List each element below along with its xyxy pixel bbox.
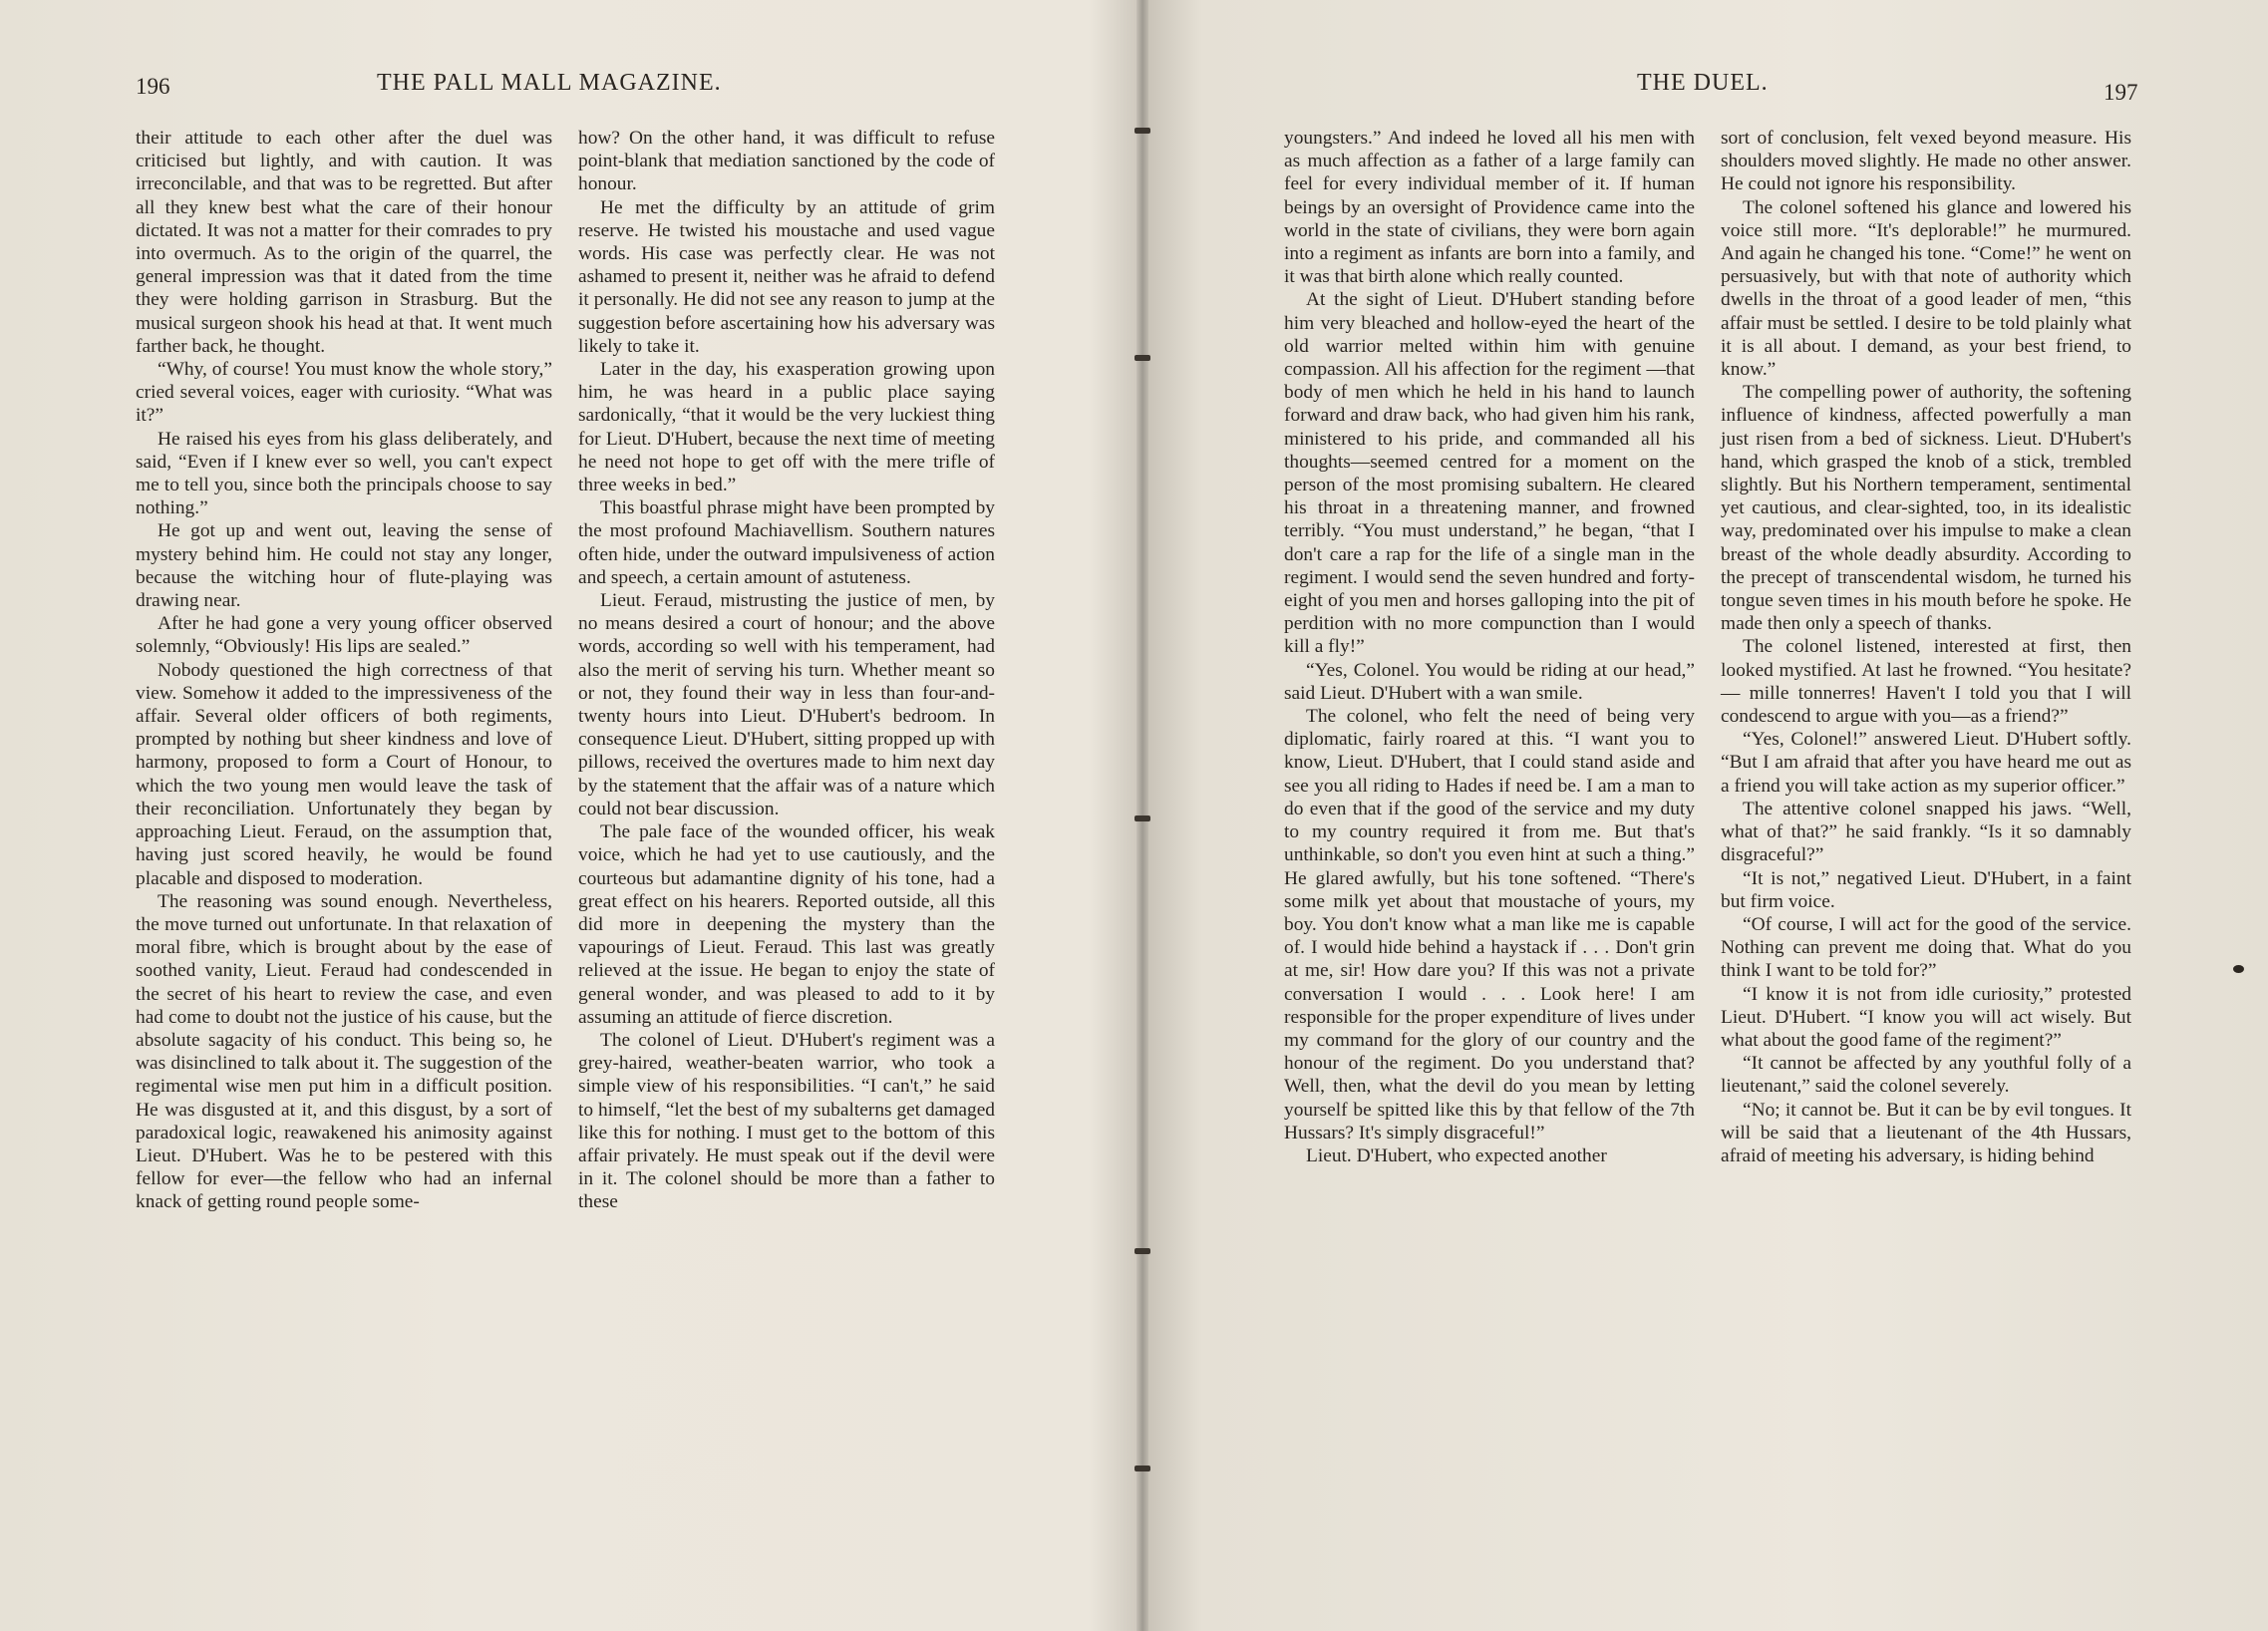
paragraph: their attitude to each other after the duel was criticised but lightly, and with caution. It was irreconcilable, and that was to be regretted. But after all they knew best what the care of their honour dictated. It was not a matter for their comrades to pry into overmuch. As to the origin of the quarrel, the general impression was that it dated from the time they were holding garrison in Strasburg. But the musical surgeon shook his head at that. It went much farther back, he thought.	[136, 128, 552, 357]
paragraph: He raised his eyes from his glass deliberately, and said, “Even if I knew ever so well, you can't expect me to tell you, since both the principals choose to say nothing.”	[136, 428, 552, 519]
paragraph: youngsters.” And indeed he loved all his men with as much affection as a father of a large family can feel for every individual member of it. If human beings by an oversight of Providence came into the world in the state of civilians, they were born again into a regiment as infants are born into a family, and it was that birth alone which really counted.	[1284, 128, 1695, 288]
paragraph: “Of course, I will act for the good of the service. Nothing can prevent me doing that. What do you think I want to be told for?”	[1721, 913, 2131, 982]
paragraph: The colonel listened, interested at first, then looked mystified. At last he frowned. “You hesitate? — mille tonnerres! Haven't I told you that I will condescend to argue with you—as a friend?”	[1721, 636, 2131, 728]
paragraph: Later in the day, his exasperation growing upon him, he was heard in a public place saying sardonically, “that it would be the very luckiest thing for Lieut. D'Hubert, because the next time of meeting he need not hope to get off with the mere trifle of three weeks in bed.”	[578, 359, 995, 496]
paragraph: He got up and went out, leaving the sense of mystery behind him. He could not stay any longer, because the witching hour of flute-playing was drawing near.	[136, 520, 552, 612]
paragraph: Lieut. D'Hubert, who expected another	[1306, 1144, 1607, 1166]
paragraph: He met the difficulty by an attitude of grim reserve. He twisted his moustache and used vague words. His case was perfectly clear. He was not ashamed to present it, neither was he afraid to defend it personally. He did not see any reason to jump at the suggestion before ascertaining how his adversary was likely to take it.	[578, 196, 995, 357]
text-column-2	[578, 127, 995, 1214]
paragraph: “It cannot be affected by any youthful folly of a lieutenant,” said the colonel severely.	[1721, 1053, 2131, 1098]
paragraph: how? On the other hand, it was difficult to refuse point-blank that mediation sanctioned by the code of honour.	[578, 128, 995, 195]
paragraph: “It is not,” negatived Lieut. D'Hubert, in a faint but firm voice.	[1721, 867, 2131, 912]
paragraph: “No; it cannot be. But it can be by evil tongues. It will be said that a lieutenant of the 4th Hussars, afraid of meeting his adversary, is hiding behind	[1721, 1099, 2131, 1166]
paragraph: The pale face of the wounded officer, his weak voice, which he had yet to use cautiously, and the courteous but adamantine dignity of his tone, had a great effect on his hearers. Reported outside, all this did more in deepening the mystery than the vapourings of Lieut. Feraud. This last was greatly relieved at the issue. He began to enjoy the state of general wonder, and was pleased to add to it by assuming an attitude of fierce discretion.	[578, 821, 995, 1028]
page-number: 197	[2104, 80, 2138, 105]
paragraph: Lieut. Feraud, mistrusting the justice of men, by no means desired a court of honour; and the above words, according so well with his temperament, had also the merit of serving his turn. Whether meant so or not, they found their way in less than four-and-twenty hours into Lieut. D'Hubert's bedroom. In consequence Lieut. D'Hubert, sitting propped up with pillows, received the overtures made to him next day by the statement that the affair was of a nature which could not bear discussion.	[578, 590, 995, 819]
paragraph: At the sight of Lieut. D'Hubert standing before him very bleached and hollow-eyed the heart of the old warrior melted within him with genuine compassion. All his affection for the regiment —that body of men which he held in his hand to launch forward and draw back, who had given him his rank, ministered to his pride, and commanded all his thoughts—seemed centred for a moment on the person of the most promising subaltern. He cleared his throat in a threatening manner, and frowned terribly. “You must understand,” he began, “that I don't care a rap for the life of a single man in the regiment. I would send the seven hundred and forty-eight of you men and horses galloping into the pit of perdition with no more compunction than I would kill a fly!”	[1284, 289, 1695, 658]
paragraph: After he had gone a very young officer observed solemnly, “Obviously! His lips are sealed.”	[136, 613, 552, 658]
running-head: THE PALL MALL MAGAZINE.	[377, 70, 722, 96]
paragraph: sort of conclusion, felt vexed beyond measure. His shoulders moved slightly. He made no other answer. He could not ignore his responsibility.	[1721, 128, 2131, 195]
running-head: THE DUEL.	[1637, 70, 1769, 96]
paragraph: This boastful phrase might have been prompted by the most profound Machiavellism. Southern natures often hide, under the outward impulsiveness of action and speech, a certain amount of astuteness.	[578, 497, 995, 588]
right-page	[1148, 0, 2268, 1631]
paragraph: “I know it is not from idle curiosity,” protested Lieut. D'Hubert. “I know you will act wisely. But what about the good fame of the regiment?”	[1721, 983, 2131, 1051]
paragraph: “Yes, Colonel. You would be riding at our head,” said Lieut. D'Hubert with a wan smile.	[1284, 659, 1695, 704]
paragraph: The reasoning was sound enough. Nevertheless, the move turned out unfortunate. In that relaxation of moral fibre, which is brought about by the ease of soothed vanity, Lieut. Feraud had condescended in the secret of his heart to review the case, and even had come to doubt not the justice of his cause, but the absolute sagacity of his conduct. This being so, he was disinclined to talk about it. The suggestion of the regimental wise men put him in a difficult position. He was disgusted at it, and this disgust, by a sort of paradoxical logic, reawakened his animosity against Lieut. D'Hubert. Was he to be pestered with this fellow for ever—the fellow who had an infernal knack of getting round people some-	[136, 890, 552, 1213]
paragraph: The colonel of Lieut. D'Hubert's regiment was a grey-haired, weather-beaten warrior, who took a simple view of his responsibilities. “I can't,” he said to himself, “let the best of my subalterns get damaged like this for nothing. I must get to the bottom of this affair privately. He must speak out if the devil were in it. The colonel should be more than a father to these	[578, 1029, 995, 1213]
text-column-2	[1721, 127, 2131, 1167]
paragraph: The colonel softened his glance and lowered his voice still more. “It's deplorable!” he murmured. And again he changed his tone. “Come!” he went on persuasively, but with that note of authority which dwells in the throat of a good leader of men, “this affair must be settled. I desire to be told plainly what it is all about. I demand, as your best friend, to know.”	[1721, 196, 2131, 381]
paragraph: The compelling power of authority, the softening influence of kindness, affected powerfully a man just risen from a bed of sickness. Lieut. D'Hubert's hand, which grasped the knob of a stick, trembled slightly. But his Northern temperament, sentimental yet cautious, and clear-sighted, too, in its idealistic way, predominated over his impulse to make a clean breast of the whole deadly absurdity. According to the precept of transcendental wisdom, he turned his tongue seven times in his mouth before he spoke. He made then only a speech of thanks.	[1721, 382, 2131, 635]
paragraph: The attentive colonel snapped his jaws. “Well, what of that?” he said frankly. “Is it so damnably disgraceful?”	[1721, 798, 2131, 866]
text-column-1	[136, 127, 552, 1214]
paragraph: “Why, of course! You must know the whole story,” cried several voices, eager with curiosity. “What was it?”	[136, 359, 552, 427]
text-column-1	[1284, 127, 1695, 1167]
paragraph: “Yes, Colonel!” answered Lieut. D'Hubert softly. “But I am afraid that after you have heard me out as a friend you will take action as my superior officer.”	[1721, 729, 2131, 797]
paragraph: Nobody questioned the high correctness of that view. Somehow it added to the impressiveness of the affair. Several older officers of both regiments, prompted by nothing but sheer kindness and love of harmony, proposed to form a Court of Honour, to which the two young men would leave the task of their reconciliation. Unfortunately they began by approaching Lieut. Feraud, on the assumption that, having just scored heavily, he would be found placable and disposed to moderation.	[136, 659, 552, 889]
page-number: 196	[136, 74, 170, 99]
paragraph: The colonel, who felt the need of being very diplomatic, fairly roared at this. “I want you to know, Lieut. D'Hubert, that I could stand aside and see you all riding to Hades if need be. I am a man to do even that if the good of the service and my duty to my country required it from me. But that's unthinkable, so don't you even hint at such a thing.” He glared awfully, but his tone softened. “There's some milk yet about that moustache of yours, my boy. You don't know what a man like me is capable of. I would hide behind a haystack if . . . Don't grin at me, sir! How dare you? If this was not a private conversation I would . . . Look here! I am responsible for the proper expenditure of lives under my command for the glory of our country and the honour of the regiment. Do you understand that? Well, then, what the devil do you mean by letting yourself be spitted like this by that fellow of the 7th Hussars? It's simply disgraceful!”	[1284, 706, 1695, 1143]
